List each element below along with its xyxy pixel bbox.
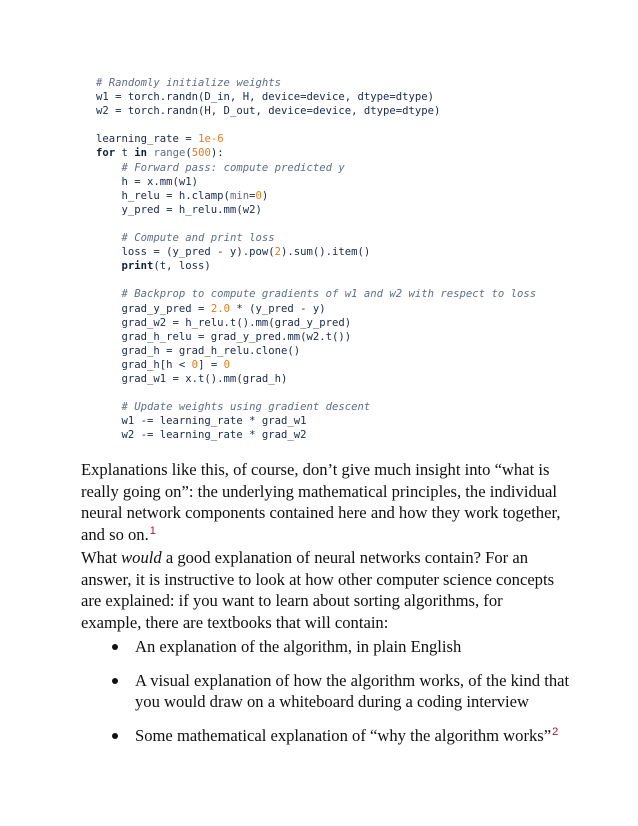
- code-line: [96, 189, 616, 203]
- code-line: [96, 104, 616, 118]
- code-token: 2: [274, 246, 281, 259]
- code-line: [96, 428, 616, 442]
- code-token: grad_h = grad_h_relu.clone(): [96, 344, 301, 357]
- code-token: (t, loss): [153, 260, 211, 273]
- code-token: h_relu = h.clamp(: [96, 189, 230, 202]
- code-token: t: [115, 147, 135, 160]
- code-token: w1 -= learning_rate * grad_w1: [96, 415, 307, 428]
- code-token: 1e-6: [198, 133, 224, 146]
- code-token: w2 -= learning_rate * grad_w2: [96, 429, 307, 442]
- code-line: [96, 132, 616, 146]
- code-token: grad_w1 = x.t().mm(grad_h): [96, 372, 288, 385]
- code-token: print: [121, 260, 154, 273]
- code-token: 0: [223, 358, 230, 371]
- code-token: w1 = torch.randn(D_in, H, device=device, dtype=dtype): [96, 91, 435, 104]
- bullet-item: [108, 636, 578, 658]
- code-line: [96, 175, 616, 189]
- code-token: ] =: [198, 358, 224, 371]
- code-line: [96, 302, 616, 316]
- footnote-ref-1[interactable]: 1: [149, 524, 156, 537]
- code-line: [96, 358, 616, 372]
- bullet-text: A visual explanation of how the algorithm works, of the kind that you would draw on a whiteboard during a coding interview: [135, 670, 570, 711]
- code-token: for: [96, 147, 116, 160]
- code-line: [96, 414, 616, 428]
- code-token: (: [185, 147, 192, 160]
- bullet-dot-icon: [112, 733, 118, 739]
- code-token: [96, 162, 122, 174]
- code-token: learning_rate =: [96, 133, 199, 146]
- code-line: [96, 372, 616, 386]
- code-line: [96, 400, 616, 414]
- paragraph-text: Explanations like this, of course, don’t give much insight into “what is really going on”: the underlying mathematical principles, the individual neural network components contained here and how they work together, and so on.: [81, 460, 561, 544]
- code-line: [96, 259, 616, 273]
- code-token: w2 = torch.randn(H, D_out, device=device, dtype=dtype): [96, 105, 441, 118]
- bullet-item: [108, 725, 578, 747]
- code-token: grad_h_relu = grad_y_pred.mm(w2.t()): [96, 330, 352, 343]
- bullet-dot-icon: [112, 678, 118, 684]
- code-line: [96, 273, 616, 287]
- code-token: 2.0: [210, 302, 230, 315]
- paragraph-text-start: What: [81, 548, 122, 567]
- code-token: [96, 288, 122, 300]
- code-token: # Forward pass: compute predicted y: [121, 161, 345, 174]
- code-line: [96, 146, 616, 160]
- code-token: ).sum().item(): [280, 246, 371, 259]
- code-line: [96, 76, 616, 90]
- code-block: [96, 76, 616, 442]
- code-token: range: [153, 147, 186, 160]
- footnote-ref-2[interactable]: 2: [552, 725, 559, 738]
- paragraph-explanations: [81, 459, 561, 545]
- bullet-text: Some mathematical explanation of “why the algorithm works”: [135, 725, 552, 745]
- code-line: [96, 245, 616, 259]
- code-token: [96, 260, 122, 272]
- code-token: # Randomly initialize weights: [96, 77, 281, 89]
- code-token: # Update weights using gradient descent: [121, 401, 371, 414]
- code-token: =: [249, 189, 256, 202]
- code-token: min: [229, 189, 250, 202]
- emphasis-would: would: [121, 548, 162, 567]
- code-line: [96, 231, 616, 245]
- code-line: [96, 386, 616, 400]
- code-token: [96, 232, 122, 244]
- code-token: 0: [191, 358, 199, 371]
- code-token: [96, 401, 122, 413]
- code-token: y_pred = h_relu.mm(w2): [96, 203, 262, 216]
- code-token: # Compute and print loss: [121, 232, 275, 245]
- code-token: grad_w2 = h_relu.t().mm(grad_y_pred): [96, 316, 352, 329]
- code-token: h = x.mm(w1): [96, 175, 199, 188]
- code-token: ):: [210, 147, 224, 160]
- code-token: * (y_pred - y): [229, 302, 326, 315]
- code-token: 0: [255, 189, 262, 202]
- code-line: [96, 330, 616, 344]
- code-line: [96, 203, 616, 217]
- code-token: 500: [191, 147, 211, 160]
- code-token: # Backprop to compute gradients of w1 and w2 with respect to loss: [121, 288, 537, 301]
- bullet-list: [108, 636, 578, 758]
- bullet-item: [108, 670, 578, 713]
- bullet-dot-icon: [112, 644, 118, 650]
- code-line: [96, 90, 616, 104]
- code-token: ): [261, 189, 269, 202]
- code-line: [96, 161, 616, 175]
- paragraph-text-rest: a good explanation of neural networks contain? For an answer, it is instructive to look at how other computer science concepts are explained: if you want to learn about sorting algorithms, for example, there are textbooks that will contain:: [81, 548, 555, 632]
- code-token: loss = (y_pred - y).pow(: [96, 246, 275, 259]
- code-line: [96, 217, 616, 231]
- code-token: grad_h[h <: [96, 358, 192, 371]
- paragraph-good-explanation: [81, 547, 561, 633]
- code-token: in: [134, 147, 148, 160]
- code-line: [96, 316, 616, 330]
- bullet-text: An explanation of the algorithm, in plain English: [135, 637, 462, 656]
- code-token: grad_y_pred =: [96, 302, 211, 315]
- code-line: [96, 287, 616, 301]
- code-line: [96, 118, 616, 132]
- code-line: [96, 344, 616, 358]
